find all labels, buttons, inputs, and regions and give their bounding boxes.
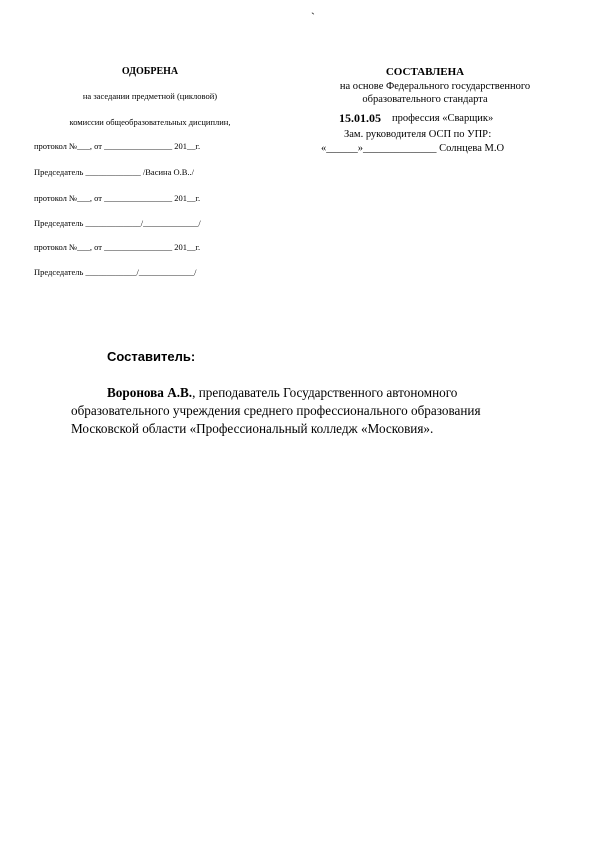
profession-name: профессия «Сварщик» [392, 113, 494, 124]
protocol-row-3: протокол №___, от ________________ 201__г. [34, 242, 201, 252]
top-mark: ` [311, 10, 315, 24]
deputy-head-signature: «______»______________ Солнцева М.О [321, 143, 505, 154]
author-label: Составитель: [107, 349, 196, 364]
author-line-2: образовательного учреждения среднего профессионального образования [71, 403, 481, 418]
deputy-head-label: Зам. руководителя ОСП по УПР: [344, 129, 492, 140]
composed-line-2: образовательного стандарта [362, 94, 488, 105]
author-paragraph [71, 384, 541, 438]
approved-line-1: на заседании предметной (цикловой) [82, 91, 218, 101]
author-name: Воронова А.В. [107, 385, 193, 400]
author-text-1: , преподаватель Государственного автономного [192, 385, 458, 400]
composed-title: СОСТАВЛЕНА [385, 66, 465, 78]
protocol-row-1: протокол №___, от ________________ 201__г. [34, 141, 201, 151]
chairman-row-3: Председатель ____________/_____________/ [34, 267, 197, 277]
chairman-row-1: Председатель _____________ /Васина О.В../ [34, 167, 195, 177]
protocol-row-2: протокол №___, от ________________ 201__г. [34, 193, 201, 203]
approved-line-2: комиссии общеобразовательных дисциплин, [69, 117, 231, 127]
profession-code: 15.01.05 [339, 111, 381, 125]
chairman-row-2: Председатель _____________/_____________/ [34, 218, 201, 228]
approved-title: ОДОБРЕНА [121, 66, 179, 77]
author-line-1 [71, 384, 541, 402]
composed-line-1: на основе Федерального государственного [339, 81, 531, 92]
author-line-3: Московской области «Профессиональный колледж «Московия». [71, 421, 434, 436]
